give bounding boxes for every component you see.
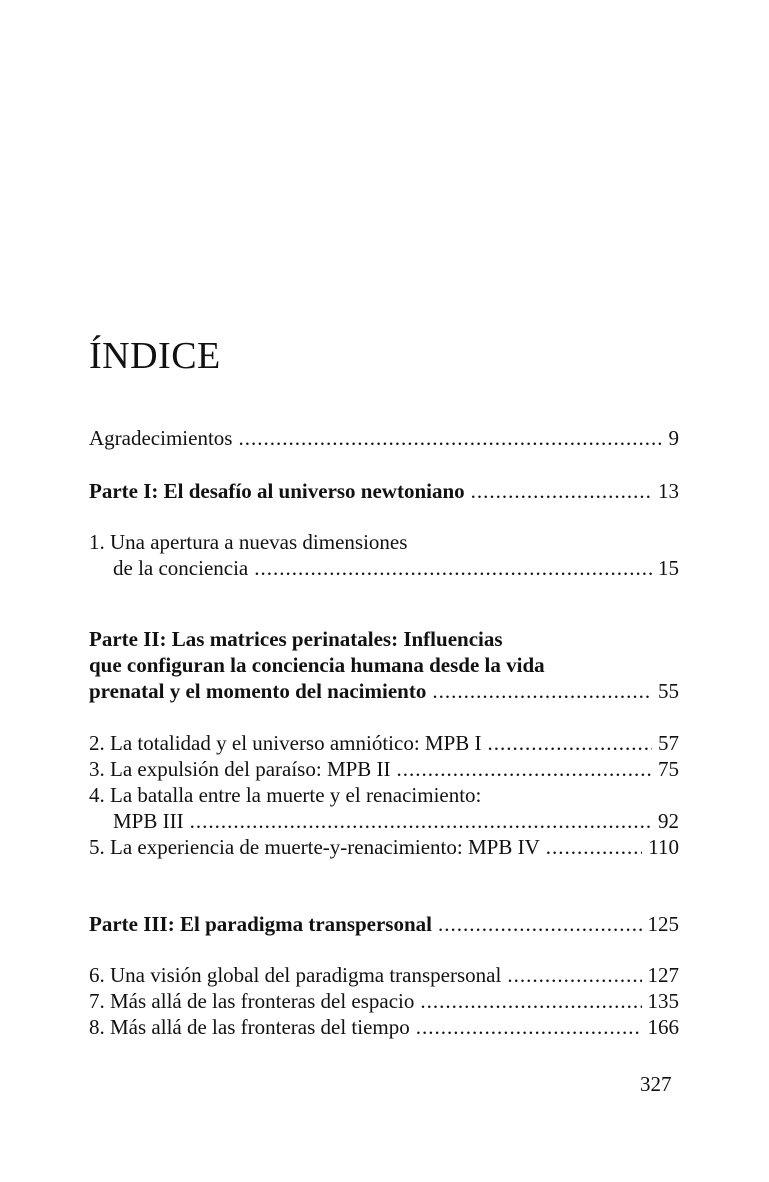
toc-entry-agradecimientos bbox=[89, 425, 679, 451]
toc-entry-line: Parte II: Las matrices perinatales: Influencias bbox=[89, 627, 503, 651]
leader-dots bbox=[238, 425, 662, 451]
toc-entry-parte-1 bbox=[89, 478, 679, 504]
toc-entry-text: Agradecimientos bbox=[89, 426, 233, 450]
leader-dots bbox=[254, 555, 652, 581]
toc-entry-line: 1. Una apertura a nuevas dimensiones bbox=[89, 530, 408, 554]
toc-page-number: 55 bbox=[658, 679, 679, 703]
toc-page-number: 13 bbox=[658, 479, 679, 503]
toc-entry-text: MPB III bbox=[113, 809, 184, 833]
leader-dots bbox=[471, 478, 652, 504]
toc-entry-chapter-8 bbox=[89, 1014, 679, 1040]
page-number: 327 bbox=[640, 1072, 672, 1096]
toc-page-number: 127 bbox=[647, 963, 679, 987]
leader-dots bbox=[546, 834, 643, 860]
leader-dots bbox=[438, 911, 642, 937]
toc-entry-chapter-3 bbox=[89, 756, 679, 782]
toc-entry-chapter-6 bbox=[89, 962, 679, 988]
leader-dots bbox=[416, 1014, 642, 1040]
toc-entry-parte-3 bbox=[89, 911, 679, 937]
toc-entry-text: 2. La totalidad y el universo amniótico: MPB I bbox=[89, 731, 482, 755]
toc-entry-text: 6. Una visión global del paradigma transpersonal bbox=[89, 963, 502, 987]
toc-entry-text: prenatal y el momento del nacimiento bbox=[89, 679, 427, 703]
toc-entry-chapter-2 bbox=[89, 730, 679, 756]
leader-dots bbox=[190, 808, 652, 834]
toc-page-number: 15 bbox=[658, 556, 679, 580]
leader-dots bbox=[420, 988, 641, 1014]
toc-page-number: 110 bbox=[648, 835, 679, 859]
leader-dots bbox=[432, 678, 652, 704]
leader-dots bbox=[507, 962, 641, 988]
toc-page-number: 125 bbox=[647, 912, 679, 936]
toc-entry-line: 4. La batalla entre la muerte y el renacimiento: bbox=[89, 783, 482, 807]
toc-entry-line: que configuran la conciencia humana desde la vida bbox=[89, 653, 545, 677]
toc-page-number: 57 bbox=[658, 731, 679, 755]
toc-page-number: 135 bbox=[647, 989, 679, 1013]
toc-entry-chapter-5 bbox=[89, 834, 679, 860]
toc-entry-text: Parte I: El desafío al universo newtoniano bbox=[89, 479, 465, 503]
toc-entry-chapter-7 bbox=[89, 988, 679, 1014]
toc-entry-chapter-1 bbox=[89, 529, 679, 581]
toc-page-number: 92 bbox=[658, 809, 679, 833]
toc-entry-text: 5. La experiencia de muerte-y-renacimiento: MPB IV bbox=[89, 835, 540, 859]
toc-entry-text: Parte III: El paradigma transpersonal bbox=[89, 912, 432, 936]
toc-entry-text: 7. Más allá de las fronteras del espacio bbox=[89, 989, 415, 1013]
toc-page-number: 9 bbox=[668, 426, 679, 450]
toc-entry-chapter-4 bbox=[89, 782, 679, 834]
toc-entry-text: 3. La expulsión del paraíso: MPB II bbox=[89, 757, 391, 781]
leader-dots bbox=[397, 756, 652, 782]
toc-page-number: 166 bbox=[647, 1015, 679, 1039]
toc-entry-text: de la conciencia bbox=[113, 556, 249, 580]
toc-page-number: 75 bbox=[658, 757, 679, 781]
toc-entry-text: 8. Más allá de las fronteras del tiempo bbox=[89, 1015, 410, 1039]
toc-entry-parte-2 bbox=[89, 626, 679, 704]
leader-dots bbox=[488, 730, 652, 756]
page-title: ÍNDICE bbox=[89, 335, 221, 377]
